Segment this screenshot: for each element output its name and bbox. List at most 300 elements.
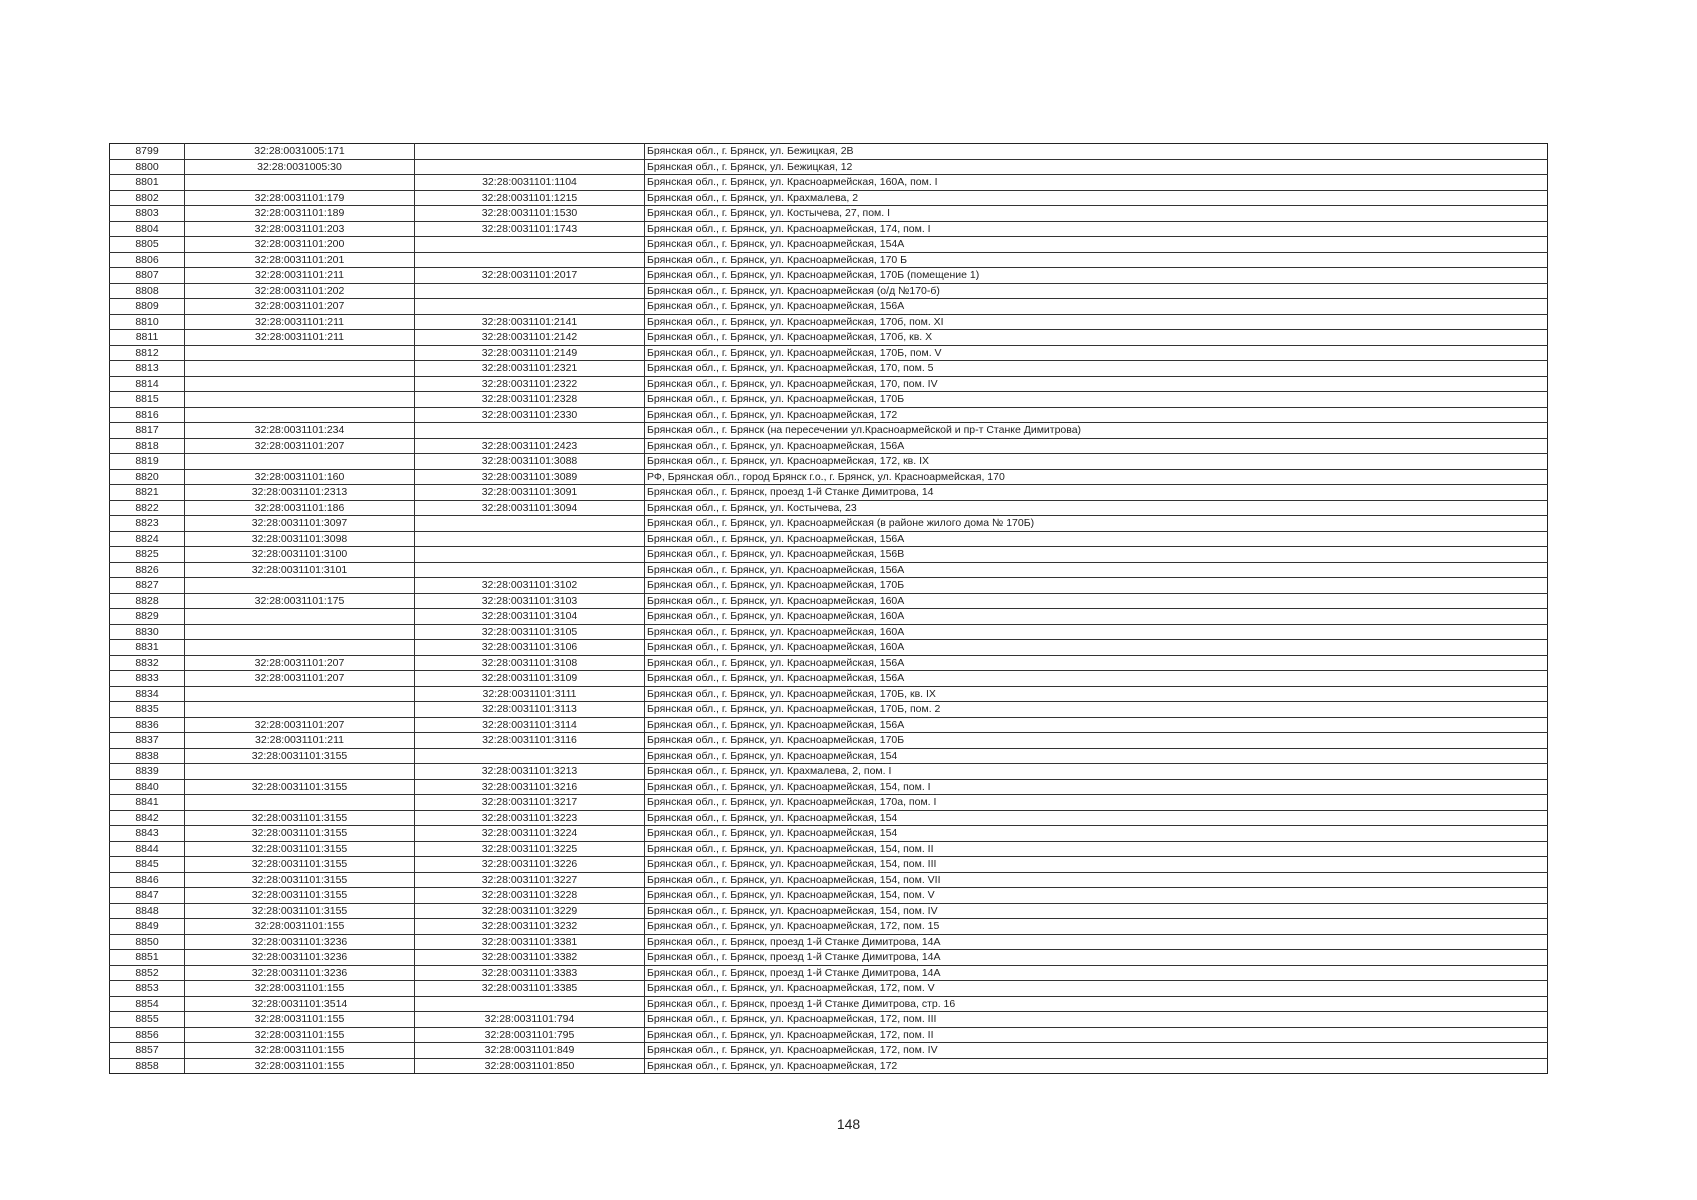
parcel-number-cell: 32:28:0031101:3098 (185, 531, 415, 547)
parcel-number-cell: 32:28:0031101:203 (185, 221, 415, 237)
parcel-number-cell (185, 392, 415, 408)
address-cell: Брянская обл., г. Брянск, ул. Красноармейская (о/д №170-б) (645, 283, 1548, 299)
address-cell: Брянская обл., г. Брянск, ул. Красноармейская, 160А, пом. I (645, 175, 1548, 191)
row-number-cell: 8839 (110, 764, 185, 780)
address-cell: Брянская обл., г. Брянск, ул. Красноармейская, 170Б (645, 392, 1548, 408)
object-number-cell: 32:28:0031101:2149 (415, 345, 645, 361)
parcel-number-cell (185, 345, 415, 361)
parcel-number-cell (185, 407, 415, 423)
parcel-number-cell (185, 764, 415, 780)
row-number-cell: 8850 (110, 934, 185, 950)
object-number-cell: 32:28:0031101:2321 (415, 361, 645, 377)
address-cell: Брянская обл., г. Брянск, ул. Красноармейская (в районе жилого дома № 170Б) (645, 516, 1548, 532)
parcel-number-cell: 32:28:0031101:3097 (185, 516, 415, 532)
table-row (110, 841, 1548, 857)
parcel-number-cell: 32:28:0031005:171 (185, 144, 415, 160)
table-row (110, 159, 1548, 175)
address-cell: Брянская обл., г. Брянск, ул. Костычева, 27, пом. I (645, 206, 1548, 222)
parcel-number-cell: 32:28:0031101:3155 (185, 779, 415, 795)
object-number-cell: 32:28:0031101:1104 (415, 175, 645, 191)
row-number-cell: 8849 (110, 919, 185, 935)
parcel-number-cell: 32:28:0031101:207 (185, 671, 415, 687)
parcel-number-cell: 32:28:0031101:207 (185, 438, 415, 454)
parcel-number-cell: 32:28:0031101:155 (185, 1058, 415, 1074)
parcel-number-cell: 32:28:0031101:207 (185, 299, 415, 315)
row-number-cell: 8818 (110, 438, 185, 454)
table-row (110, 702, 1548, 718)
address-cell: Брянская обл., г. Брянск, ул. Костычева, 23 (645, 500, 1548, 516)
address-cell: Брянская обл., г. Брянск, ул. Красноармейская, 160А (645, 624, 1548, 640)
parcel-number-cell (185, 361, 415, 377)
object-number-cell: 32:28:0031101:2330 (415, 407, 645, 423)
row-number-cell: 8811 (110, 330, 185, 346)
table-row (110, 671, 1548, 687)
table-row (110, 144, 1548, 160)
object-number-cell: 32:28:0031101:1215 (415, 190, 645, 206)
table-row (110, 330, 1548, 346)
address-cell: Брянская обл., г. Брянск, ул. Крахмалева, 2 (645, 190, 1548, 206)
object-number-cell: 32:28:0031101:2142 (415, 330, 645, 346)
object-number-cell: 32:28:0031101:3213 (415, 764, 645, 780)
table-row (110, 361, 1548, 377)
address-cell: Брянская обл., г. Брянск, ул. Красноармейская, 154, пом. III (645, 857, 1548, 873)
address-cell: Брянская обл., г. Брянск, ул. Красноармейская, 172, пом. II (645, 1027, 1548, 1043)
parcel-number-cell: 32:28:0031101:3514 (185, 996, 415, 1012)
object-number-cell (415, 531, 645, 547)
address-cell: Брянская обл., г. Брянск, ул. Красноармейская, 170а, пом. I (645, 795, 1548, 811)
object-number-cell: 32:28:0031101:3091 (415, 485, 645, 501)
parcel-number-cell: 32:28:0031101:202 (185, 283, 415, 299)
object-number-cell: 32:28:0031101:3382 (415, 950, 645, 966)
object-number-cell (415, 516, 645, 532)
row-number-cell: 8840 (110, 779, 185, 795)
object-number-cell (415, 562, 645, 578)
table-row (110, 438, 1548, 454)
address-cell: Брянская обл., г. Брянск, ул. Красноармейская, 154, пом. IV (645, 903, 1548, 919)
table-row (110, 485, 1548, 501)
object-number-cell: 32:28:0031101:3116 (415, 733, 645, 749)
row-number-cell: 8854 (110, 996, 185, 1012)
parcel-number-cell: 32:28:0031101:189 (185, 206, 415, 222)
object-number-cell: 32:28:0031101:3217 (415, 795, 645, 811)
object-number-cell (415, 299, 645, 315)
row-number-cell: 8846 (110, 872, 185, 888)
row-number-cell: 8845 (110, 857, 185, 873)
address-cell: Брянская обл., г. Брянск, ул. Красноармейская, 154, пом. II (645, 841, 1548, 857)
table-row (110, 500, 1548, 516)
object-number-cell (415, 159, 645, 175)
row-number-cell: 8810 (110, 314, 185, 330)
parcel-number-cell: 32:28:0031101:3155 (185, 888, 415, 904)
parcel-number-cell: 32:28:0031101:155 (185, 1012, 415, 1028)
object-number-cell: 32:28:0031101:3228 (415, 888, 645, 904)
row-number-cell: 8837 (110, 733, 185, 749)
row-number-cell: 8830 (110, 624, 185, 640)
table-row (110, 888, 1548, 904)
address-cell: Брянская обл., г. Брянск, ул. Красноармейская, 154, пом. VII (645, 872, 1548, 888)
address-cell: Брянская обл., г. Брянск, ул. Красноармейская, 170Б (помещение 1) (645, 268, 1548, 284)
object-number-cell: 32:28:0031101:3227 (415, 872, 645, 888)
row-number-cell: 8822 (110, 500, 185, 516)
address-cell: Брянская обл., г. Брянск, ул. Красноармейская, 154 (645, 826, 1548, 842)
cadastral-table (109, 143, 1548, 1074)
address-cell: Брянская обл., г. Брянск, ул. Красноармейская, 172, пом. IV (645, 1043, 1548, 1059)
table-row (110, 299, 1548, 315)
object-number-cell: 32:28:0031101:2423 (415, 438, 645, 454)
row-number-cell: 8834 (110, 686, 185, 702)
row-number-cell: 8802 (110, 190, 185, 206)
table-row (110, 609, 1548, 625)
row-number-cell: 8835 (110, 702, 185, 718)
parcel-number-cell (185, 702, 415, 718)
parcel-number-cell (185, 795, 415, 811)
object-number-cell: 32:28:0031101:3226 (415, 857, 645, 873)
table-row (110, 655, 1548, 671)
row-number-cell: 8833 (110, 671, 185, 687)
address-cell: Брянская обл., г. Брянск, проезд 1-й Станке Димитрова, 14А (645, 950, 1548, 966)
address-cell: Брянская обл., г. Брянск, ул. Красноармейская, 170Б, кв. IX (645, 686, 1548, 702)
address-cell: Брянская обл., г. Брянск, ул. Красноармейская, 156А (645, 438, 1548, 454)
parcel-number-cell (185, 686, 415, 702)
parcel-number-cell: 32:28:0031101:234 (185, 423, 415, 439)
table-row (110, 345, 1548, 361)
parcel-number-cell: 32:28:0031101:3101 (185, 562, 415, 578)
parcel-number-cell: 32:28:0031101:155 (185, 1043, 415, 1059)
parcel-number-cell (185, 578, 415, 594)
table-row (110, 996, 1548, 1012)
row-number-cell: 8843 (110, 826, 185, 842)
address-cell: Брянская обл., г. Брянск, ул. Красноармейская, 170Б, пом. 2 (645, 702, 1548, 718)
table-row (110, 764, 1548, 780)
parcel-number-cell: 32:28:0031101:3100 (185, 547, 415, 563)
address-cell: Брянская обл., г. Брянск, ул. Красноармейская, 156А (645, 531, 1548, 547)
object-number-cell: 32:28:0031101:850 (415, 1058, 645, 1074)
table-row (110, 857, 1548, 873)
row-number-cell: 8847 (110, 888, 185, 904)
table-row (110, 1043, 1548, 1059)
object-number-cell (415, 283, 645, 299)
row-number-cell: 8823 (110, 516, 185, 532)
address-cell: Брянская обл., г. Брянск, ул. Красноармейская, 160А (645, 593, 1548, 609)
row-number-cell: 8853 (110, 981, 185, 997)
address-cell: Брянская обл., г. Брянск, ул. Красноармейская, 170 Б (645, 252, 1548, 268)
table-row (110, 454, 1548, 470)
object-number-cell (415, 252, 645, 268)
object-number-cell: 32:28:0031101:3216 (415, 779, 645, 795)
table-row (110, 1027, 1548, 1043)
object-number-cell: 32:28:0031101:3223 (415, 810, 645, 826)
parcel-number-cell: 32:28:0031101:3155 (185, 841, 415, 857)
parcel-number-cell: 32:28:0031101:211 (185, 330, 415, 346)
object-number-cell (415, 423, 645, 439)
parcel-number-cell: 32:28:0031101:3155 (185, 748, 415, 764)
address-cell: Брянская обл., г. Брянск, ул. Крахмалева, 2, пом. I (645, 764, 1548, 780)
parcel-number-cell: 32:28:0031101:211 (185, 733, 415, 749)
row-number-cell: 8814 (110, 376, 185, 392)
address-cell: Брянская обл., г. Брянск, ул. Красноармейская, 170б, кв. X (645, 330, 1548, 346)
table-row (110, 237, 1548, 253)
parcel-number-cell: 32:28:0031101:3236 (185, 965, 415, 981)
row-number-cell: 8813 (110, 361, 185, 377)
row-number-cell: 8821 (110, 485, 185, 501)
address-cell: Брянская обл., г. Брянск, ул. Красноармейская, 156А (645, 655, 1548, 671)
parcel-number-cell (185, 376, 415, 392)
object-number-cell (415, 237, 645, 253)
object-number-cell: 32:28:0031101:3383 (415, 965, 645, 981)
row-number-cell: 8819 (110, 454, 185, 470)
table-row (110, 1058, 1548, 1074)
table-row (110, 748, 1548, 764)
row-number-cell: 8828 (110, 593, 185, 609)
object-number-cell: 32:28:0031101:2017 (415, 268, 645, 284)
row-number-cell: 8858 (110, 1058, 185, 1074)
row-number-cell: 8832 (110, 655, 185, 671)
address-cell: Брянская обл., г. Брянск, ул. Красноармейская, 172 (645, 407, 1548, 423)
address-cell: Брянская обл., г. Брянск, проезд 1-й Станке Димитрова, стр. 16 (645, 996, 1548, 1012)
parcel-number-cell: 32:28:0031101:3236 (185, 934, 415, 950)
object-number-cell: 32:28:0031101:849 (415, 1043, 645, 1059)
table-row (110, 206, 1548, 222)
row-number-cell: 8799 (110, 144, 185, 160)
table-row (110, 221, 1548, 237)
table-row (110, 1012, 1548, 1028)
object-number-cell: 32:28:0031101:794 (415, 1012, 645, 1028)
object-number-cell: 32:28:0031101:3088 (415, 454, 645, 470)
address-cell: Брянская обл., г. Брянск, ул. Красноармейская, 170, пом. IV (645, 376, 1548, 392)
row-number-cell: 8842 (110, 810, 185, 826)
row-number-cell: 8808 (110, 283, 185, 299)
row-number-cell: 8825 (110, 547, 185, 563)
row-number-cell: 8800 (110, 159, 185, 175)
object-number-cell: 32:28:0031101:3105 (415, 624, 645, 640)
address-cell: Брянская обл., г. Брянск, проезд 1-й Станке Димитрова, 14А (645, 965, 1548, 981)
address-cell: Брянская обл., г. Брянск, ул. Красноармейская, 170Б (645, 578, 1548, 594)
object-number-cell: 32:28:0031101:3103 (415, 593, 645, 609)
table-row (110, 903, 1548, 919)
address-cell: Брянская обл., г. Брянск, ул. Красноармейская, 170, пом. 5 (645, 361, 1548, 377)
object-number-cell (415, 996, 645, 1012)
parcel-number-cell (185, 624, 415, 640)
object-number-cell (415, 547, 645, 563)
table-body (110, 144, 1548, 1074)
object-number-cell: 32:28:0031101:3232 (415, 919, 645, 935)
object-number-cell: 32:28:0031101:3102 (415, 578, 645, 594)
table-row (110, 547, 1548, 563)
table-row (110, 950, 1548, 966)
table-row (110, 810, 1548, 826)
row-number-cell: 8838 (110, 748, 185, 764)
object-number-cell: 32:28:0031101:3106 (415, 640, 645, 656)
object-number-cell: 32:28:0031101:3381 (415, 934, 645, 950)
object-number-cell: 32:28:0031101:3104 (415, 609, 645, 625)
table-row (110, 795, 1548, 811)
parcel-number-cell (185, 175, 415, 191)
row-number-cell: 8831 (110, 640, 185, 656)
parcel-number-cell: 32:28:0031101:155 (185, 981, 415, 997)
address-cell: Брянская обл., г. Брянск, ул. Красноармейская, 170б, пом. XI (645, 314, 1548, 330)
object-number-cell: 32:28:0031101:3113 (415, 702, 645, 718)
table-row (110, 826, 1548, 842)
page-number: 148 (836, 1116, 861, 1132)
table-row (110, 314, 1548, 330)
table-row (110, 872, 1548, 888)
row-number-cell: 8807 (110, 268, 185, 284)
row-number-cell: 8826 (110, 562, 185, 578)
table-row (110, 640, 1548, 656)
address-cell: Брянская обл., г. Брянск, ул. Красноармейская, 172, кв. IX (645, 454, 1548, 470)
parcel-number-cell (185, 454, 415, 470)
parcel-number-cell (185, 609, 415, 625)
table-row (110, 934, 1548, 950)
parcel-number-cell: 32:28:0031101:207 (185, 717, 415, 733)
table-row (110, 779, 1548, 795)
address-cell: Брянская обл., г. Брянск, ул. Красноармейская, 156В (645, 547, 1548, 563)
object-number-cell: 32:28:0031101:795 (415, 1027, 645, 1043)
parcel-number-cell: 32:28:0031101:2313 (185, 485, 415, 501)
row-number-cell: 8848 (110, 903, 185, 919)
parcel-number-cell: 32:28:0031101:155 (185, 919, 415, 935)
address-cell: Брянская обл., г. Брянск, ул. Красноармейская, 156А (645, 717, 1548, 733)
row-number-cell: 8836 (110, 717, 185, 733)
object-number-cell: 32:28:0031101:1530 (415, 206, 645, 222)
address-cell: Брянская обл., г. Брянск, ул. Бежицкая, 12 (645, 159, 1548, 175)
row-number-cell: 8827 (110, 578, 185, 594)
row-number-cell: 8815 (110, 392, 185, 408)
parcel-number-cell: 32:28:0031101:200 (185, 237, 415, 253)
address-cell: Брянская обл., г. Брянск, ул. Красноармейская, 156А (645, 299, 1548, 315)
address-cell: Брянская обл., г. Брянск, ул. Красноармейская, 170Б, пом. V (645, 345, 1548, 361)
address-cell: Брянская обл., г. Брянск, ул. Красноармейская, 154 (645, 748, 1548, 764)
object-number-cell: 32:28:0031101:3229 (415, 903, 645, 919)
object-number-cell: 32:28:0031101:1743 (415, 221, 645, 237)
object-number-cell: 32:28:0031101:3111 (415, 686, 645, 702)
row-number-cell: 8806 (110, 252, 185, 268)
parcel-number-cell: 32:28:0031101:186 (185, 500, 415, 516)
parcel-number-cell: 32:28:0031101:211 (185, 314, 415, 330)
row-number-cell: 8820 (110, 469, 185, 485)
parcel-number-cell: 32:28:0031101:3236 (185, 950, 415, 966)
parcel-number-cell: 32:28:0031101:155 (185, 1027, 415, 1043)
address-cell: Брянская обл., г. Брянск, ул. Красноармейская, 156А (645, 562, 1548, 578)
row-number-cell: 8852 (110, 965, 185, 981)
address-cell: Брянская обл., г. Брянск, ул. Красноармейская, 172, пом. 15 (645, 919, 1548, 935)
object-number-cell: 32:28:0031101:3225 (415, 841, 645, 857)
table-row (110, 190, 1548, 206)
row-number-cell: 8812 (110, 345, 185, 361)
address-cell: Брянская обл., г. Брянск, проезд 1-й Станке Димитрова, 14 (645, 485, 1548, 501)
row-number-cell: 8841 (110, 795, 185, 811)
parcel-number-cell: 32:28:0031101:3155 (185, 857, 415, 873)
table-row (110, 733, 1548, 749)
table-row (110, 268, 1548, 284)
table-row (110, 392, 1548, 408)
table-row (110, 469, 1548, 485)
row-number-cell: 8855 (110, 1012, 185, 1028)
address-cell: Брянская обл., г. Брянск, ул. Бежицкая, 2В (645, 144, 1548, 160)
object-number-cell: 32:28:0031101:2328 (415, 392, 645, 408)
address-cell: Брянская обл., г. Брянск, ул. Красноармейская, 156А (645, 671, 1548, 687)
row-number-cell: 8816 (110, 407, 185, 423)
address-cell: Брянская обл., г. Брянск, ул. Красноармейская, 172, пом. III (645, 1012, 1548, 1028)
parcel-number-cell: 32:28:0031101:175 (185, 593, 415, 609)
parcel-number-cell: 32:28:0031101:201 (185, 252, 415, 268)
table-row (110, 252, 1548, 268)
parcel-number-cell: 32:28:0031101:3155 (185, 872, 415, 888)
address-cell: Брянская обл., г. Брянск, ул. Красноармейская, 174, пом. I (645, 221, 1548, 237)
table-row (110, 407, 1548, 423)
table-row (110, 578, 1548, 594)
parcel-number-cell: 32:28:0031101:160 (185, 469, 415, 485)
object-number-cell: 32:28:0031101:3114 (415, 717, 645, 733)
table-row (110, 531, 1548, 547)
address-cell: Брянская обл., г. Брянск, ул. Красноармейская, 154, пом. V (645, 888, 1548, 904)
row-number-cell: 8824 (110, 531, 185, 547)
parcel-number-cell: 32:28:0031101:3155 (185, 826, 415, 842)
object-number-cell: 32:28:0031101:3094 (415, 500, 645, 516)
row-number-cell: 8851 (110, 950, 185, 966)
parcel-number-cell: 32:28:0031101:3155 (185, 810, 415, 826)
object-number-cell: 32:28:0031101:3385 (415, 981, 645, 997)
address-cell: Брянская обл., г. Брянск, ул. Красноармейская, 160А (645, 640, 1548, 656)
table-row (110, 175, 1548, 191)
address-cell: Брянская обл., г. Брянск, ул. Красноармейская, 154А (645, 237, 1548, 253)
parcel-number-cell: 32:28:0031005:30 (185, 159, 415, 175)
table-row (110, 516, 1548, 532)
parcel-number-cell: 32:28:0031101:211 (185, 268, 415, 284)
table-row (110, 593, 1548, 609)
table-row (110, 376, 1548, 392)
row-number-cell: 8804 (110, 221, 185, 237)
table-row (110, 919, 1548, 935)
table-row (110, 686, 1548, 702)
table-row (110, 423, 1548, 439)
object-number-cell: 32:28:0031101:3224 (415, 826, 645, 842)
object-number-cell: 32:28:0031101:2141 (415, 314, 645, 330)
row-number-cell: 8809 (110, 299, 185, 315)
table-row (110, 562, 1548, 578)
parcel-number-cell: 32:28:0031101:3155 (185, 903, 415, 919)
row-number-cell: 8829 (110, 609, 185, 625)
table-row (110, 624, 1548, 640)
address-cell: Брянская обл., г. Брянск, ул. Красноармейская, 160А (645, 609, 1548, 625)
row-number-cell: 8856 (110, 1027, 185, 1043)
address-cell: Брянская обл., г. Брянск, ул. Красноармейская, 170Б (645, 733, 1548, 749)
object-number-cell (415, 144, 645, 160)
table-row (110, 965, 1548, 981)
parcel-number-cell (185, 640, 415, 656)
parcel-number-cell: 32:28:0031101:207 (185, 655, 415, 671)
address-cell: РФ, Брянская обл., город Брянск г.о., г. Брянск, ул. Красноармейская, 170 (645, 469, 1548, 485)
object-number-cell: 32:28:0031101:3089 (415, 469, 645, 485)
row-number-cell: 8817 (110, 423, 185, 439)
address-cell: Брянская обл., г. Брянск, ул. Красноармейская, 172 (645, 1058, 1548, 1074)
parcel-number-cell: 32:28:0031101:179 (185, 190, 415, 206)
object-number-cell: 32:28:0031101:3108 (415, 655, 645, 671)
object-number-cell: 32:28:0031101:2322 (415, 376, 645, 392)
row-number-cell: 8844 (110, 841, 185, 857)
table-row (110, 981, 1548, 997)
address-cell: Брянская обл., г. Брянск (на пересечении ул.Красноармейской и пр-т Станке Димитрова) (645, 423, 1548, 439)
address-cell: Брянская обл., г. Брянск, ул. Красноармейская, 154, пом. I (645, 779, 1548, 795)
object-number-cell: 32:28:0031101:3109 (415, 671, 645, 687)
row-number-cell: 8857 (110, 1043, 185, 1059)
address-cell: Брянская обл., г. Брянск, ул. Красноармейская, 154 (645, 810, 1548, 826)
row-number-cell: 8805 (110, 237, 185, 253)
table-row (110, 717, 1548, 733)
address-cell: Брянская обл., г. Брянск, ул. Красноармейская, 172, пом. V (645, 981, 1548, 997)
row-number-cell: 8801 (110, 175, 185, 191)
object-number-cell (415, 748, 645, 764)
